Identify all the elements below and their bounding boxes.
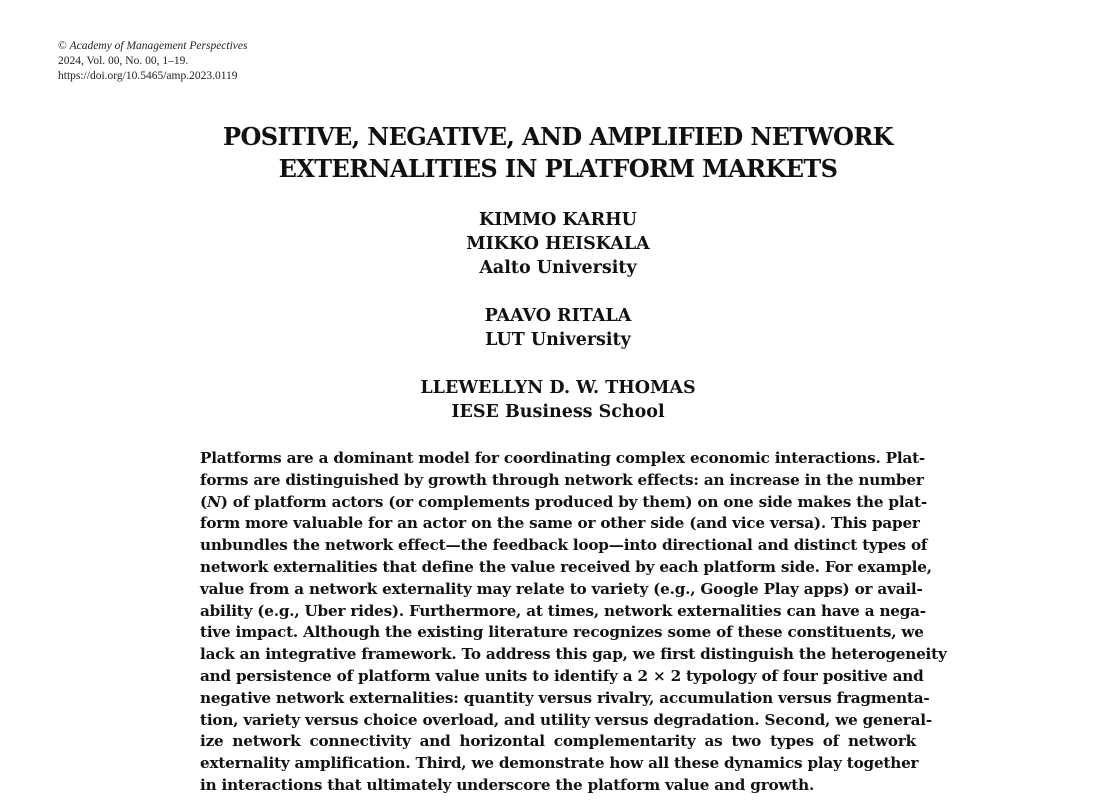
abstract-line: and persistence of platform value units to identify a 2 × 2 typology of four positive and [200, 666, 924, 685]
author-name: PAAVO RITALA [484, 306, 632, 326]
author-group-2 [0, 304, 1116, 352]
article-title [0, 121, 1116, 185]
author-group-3 [0, 376, 1116, 424]
author-affiliation: LUT University [485, 330, 631, 350]
title-line-2: EXTERNALITIES IN PLATFORM MARKETS [278, 154, 838, 183]
journal-header [58, 39, 248, 84]
journal-line [58, 39, 248, 54]
volume-pages: 2024, Vol. 00, No. 00, 1–19. [58, 55, 189, 67]
abstract-line: tive impact. Although the existing literature recognizes some of these constituents, we [200, 623, 924, 642]
abstract-line: value from a network externality may relate to variety (e.g., Google Play apps) or avail- [200, 579, 923, 598]
abstract-line: ability (e.g., Uber rides). Furthermore, at times, network externalities can have a nega- [200, 601, 926, 620]
abstract-line: tion, variety versus choice overload, and utility versus degradation. Second, we general- [200, 710, 932, 729]
doi-link[interactable]: https://doi.org/10.5465/amp.2023.0119 [58, 70, 238, 82]
abstract-line: ize network connectivity and horizontal complementarity as two types of network [200, 732, 916, 751]
abstract-line: externality amplification. Third, we demonstrate how all these dynamics play together [200, 754, 919, 773]
abstract [200, 448, 947, 797]
abstract-line: unbundles the network effect—the feedback loop—into directional and distinct types of [200, 536, 928, 555]
abstract-line: lack an integrative framework. To address this gap, we first distinguish the heterogeneity [200, 645, 947, 664]
abstract-line: network externalities that define the value received by each platform side. For example, [200, 557, 932, 576]
abstract-line: Platforms are a dominant model for coordinating complex economic interactions. Plat- [200, 449, 925, 467]
author-group-1 [0, 208, 1116, 280]
abstract-line: negative network externalities: quantity versus rivalry, accumulation versus fragmenta- [200, 688, 930, 707]
copyright-symbol: © [58, 40, 67, 52]
title-line-1: POSITIVE, NEGATIVE, AND AMPLIFIED NETWORK [223, 122, 893, 151]
variable-n: N [207, 492, 221, 511]
abstract-line: forms are distinguished by growth through network effects: an increase in the number [200, 470, 924, 489]
abstract-line: (N) of platform actors (or complements produced by them) on one side makes the plat- [200, 492, 927, 511]
author-affiliation: IESE Business School [451, 402, 665, 422]
journal-name: Academy of Management Perspectives [69, 40, 248, 52]
abstract-line: form more valuable for an actor on the same or other side (and vice versa). This paper [200, 514, 920, 533]
author-name: KIMMO KARHU [479, 210, 637, 230]
author-name: MIKKO HEISKALA [466, 234, 650, 254]
author-name: LLEWELLYN D. W. THOMAS [420, 378, 696, 398]
author-affiliation: Aalto University [479, 258, 637, 278]
abstract-line: in interactions that ultimately underscore the platform value and growth. [200, 775, 815, 794]
